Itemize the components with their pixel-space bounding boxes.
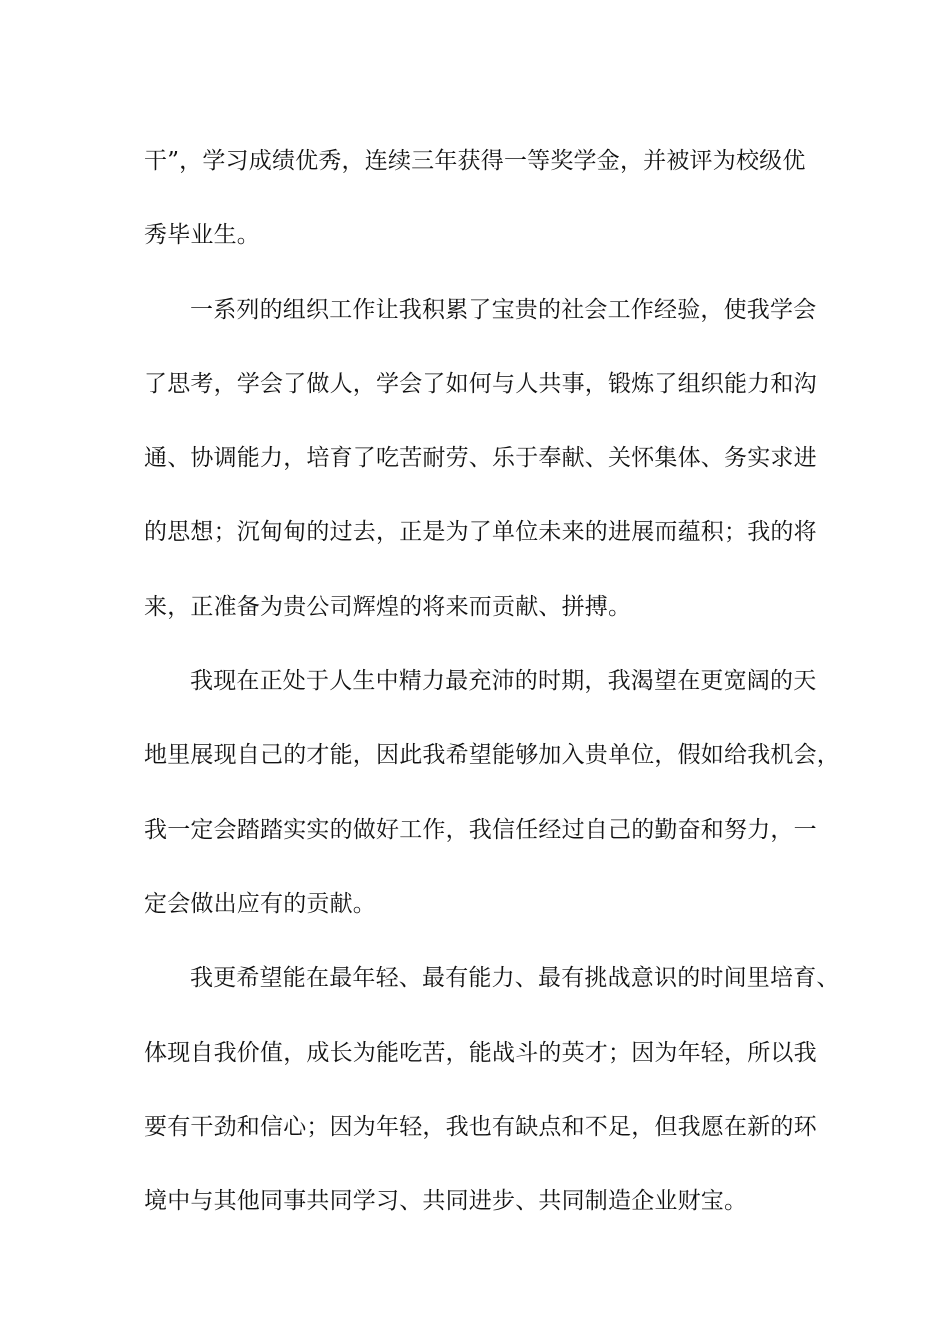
- text-line: 来，正准备为贵公司辉煌的将来而贡献、拼搏。: [144, 593, 632, 620]
- paragraph-3: [144, 644, 840, 941]
- text-line: 干”，学习成绩优秀，连续三年获得一等奖学金，并被评为校级优: [144, 148, 806, 174]
- paragraph-1: [144, 124, 824, 273]
- paragraph-2: [144, 273, 824, 644]
- text-line: 通、协调能力，培育了吃苦耐劳、乐于奉献、关怀集体、务实求进: [144, 445, 817, 472]
- text-line: 一系列的组织工作让我积累了宝贵的社会工作经验，使我学会: [190, 296, 817, 323]
- text-line: 体现自我价值，成长为能吃苦，能战斗的英才；因为年轻，所以我: [144, 1039, 817, 1066]
- text-line: 定会做出应有的贡献。: [144, 890, 376, 917]
- text-line: 要有干劲和信心；因为年轻，我也有缺点和不足，但我愿在新的环: [144, 1113, 817, 1140]
- text-line: 境中与其他同事共同学习、共同进步、共同制造企业财宝。: [144, 1188, 748, 1215]
- text-line: 秀毕业生。: [144, 222, 260, 249]
- text-line: 的思想；沉甸甸的过去，正是为了单位未来的进展而蕴积；我的将: [144, 519, 817, 546]
- document-body: [144, 124, 840, 1238]
- text-line: 地里展现自己的才能，因此我希望能够加入贵单位，假如给我机会，: [144, 742, 840, 769]
- text-line: 我更希望能在最年轻、最有能力、最有挑战意识的时间里培育、: [190, 965, 840, 992]
- text-line: 我一定会踏踏实实的做好工作，我信任经过自己的勤奋和努力，一: [144, 816, 817, 843]
- text-line: 了思考，学会了做人，学会了如何与人共事，锻炼了组织能力和沟: [144, 370, 817, 397]
- paragraph-4: [144, 941, 840, 1238]
- text-line: 我现在正处于人生中精力最充沛的时期，我渴望在更宽阔的天: [190, 668, 817, 695]
